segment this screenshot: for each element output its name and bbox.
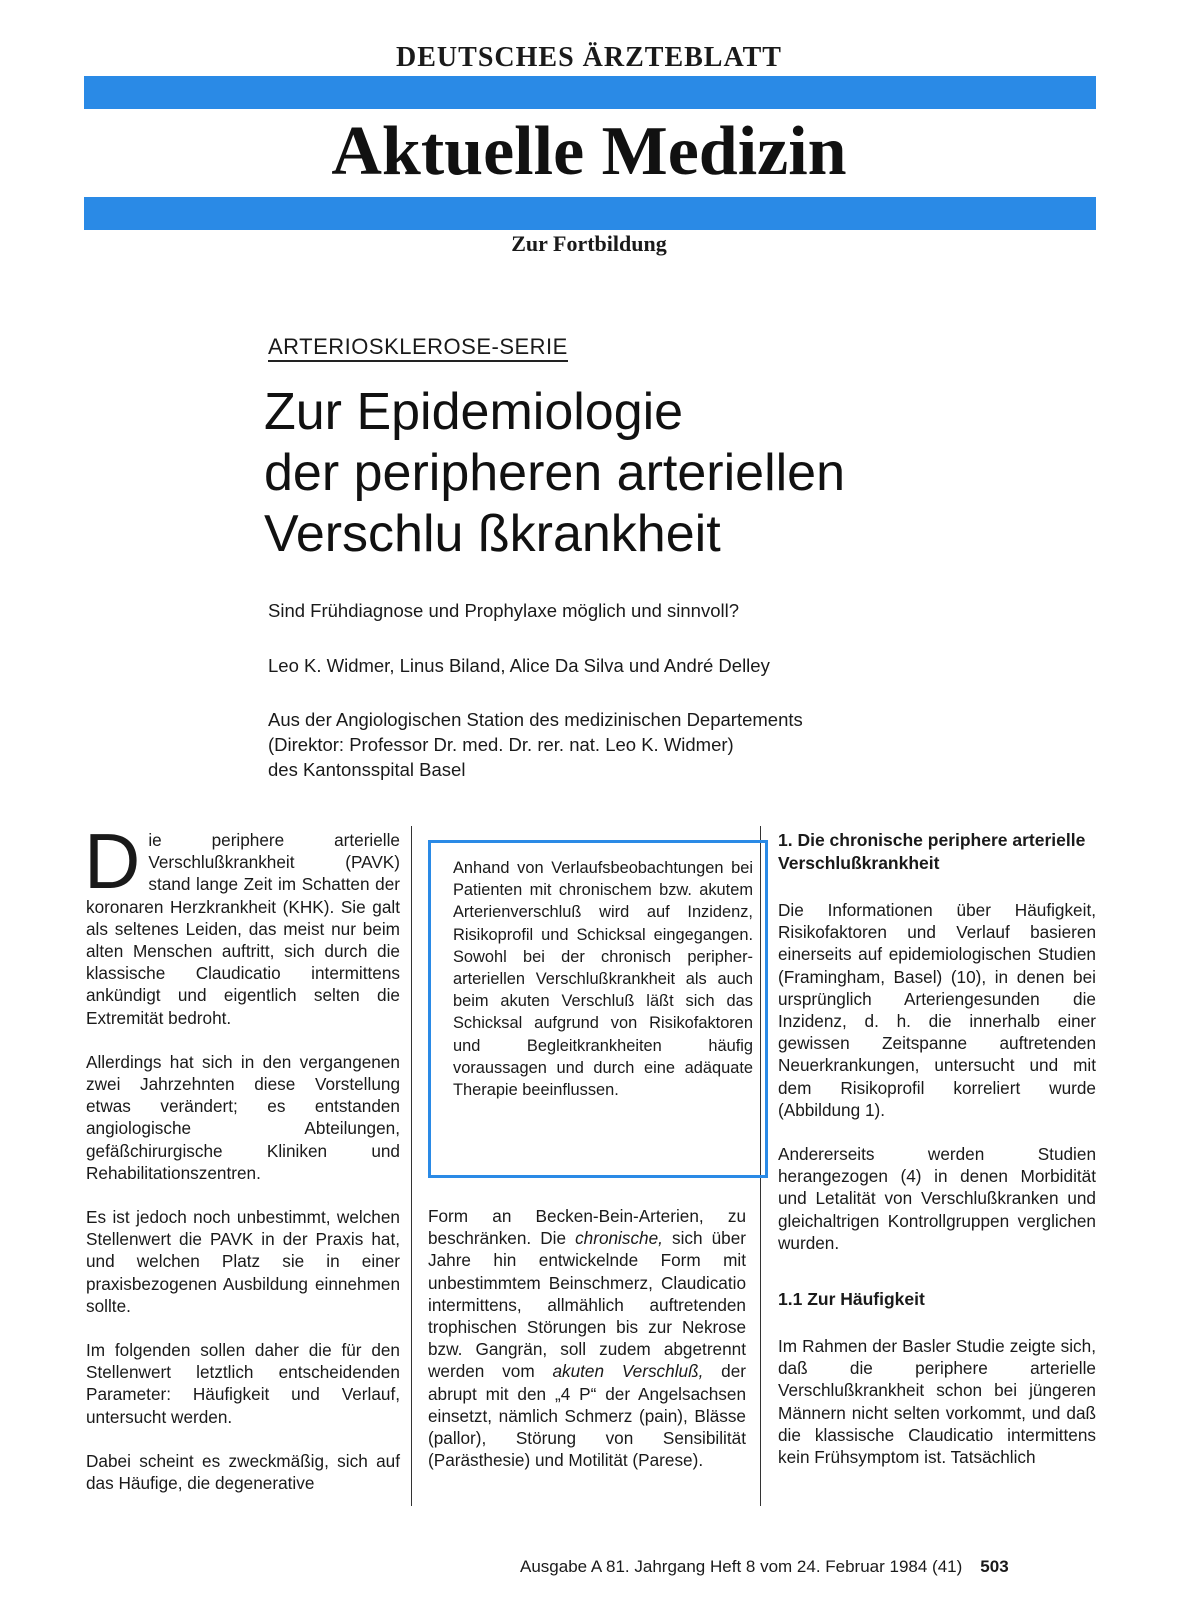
column-middle xyxy=(428,1205,746,1493)
paragraph: Im folgenden sollen daher die für den Stellenwert letztlich entscheidenden Parameter: Häufigkeit und Verlauf, untersucht werden. xyxy=(86,1340,400,1427)
abstract-box xyxy=(428,840,768,1178)
paragraph: Es ist jedoch noch unbestimmt, welchen Stellenwert die PAVK in der Praxis hat, und welchen Platz sie in einer praxisbezogenen Ausbildung einnehmen sollte. xyxy=(86,1207,400,1316)
paragraph-text: ie periphere arterielle Verschlußkrankheit (PAVK) stand lange Zeit im Schatten der koronaren Herzkrankheit (KHK). Sie galt als seltenes Leiden, das meist nur beim alten Menschen auftritt, sich durch die klassische Claudicatio intermittens ankündigt und eigentlich selten die Extremität bedroht. xyxy=(86,830,400,1028)
issue-info: Ausgabe A 81. Jahrgang Heft 8 vom 24. Februar 1984 (41) xyxy=(520,1557,963,1576)
paragraph: Allerdings hat sich in den vergangenen zwei Jahrzehnten diese Vorstellung etwas verändert; es entstanden angiologische Abteilungen, gefäßchirurgische Kliniken und Rehabilitationszentren. xyxy=(86,1051,400,1183)
paragraph xyxy=(84,817,400,1029)
article-subtitle: Sind Frühdiagnose und Prophylaxe möglich und sinnvoll? xyxy=(268,600,740,621)
column-right xyxy=(778,829,1096,1490)
series-label: ARTERIOSKLEROSE-SERIE xyxy=(268,335,568,362)
paragraph: Im Rahmen der Basler Studie zeigte sich, daß die periphere arterielle Verschlußkrankheit schon bei jüngeren Männern nicht selten vorkommt, und daß die klassische Claudicatio intermittens kein Frühsymptom ist. Tatsächlich xyxy=(778,1336,1096,1468)
emphasis: chronische, xyxy=(575,1228,663,1249)
affiliation-line: des Kantonsspital Basel xyxy=(268,759,466,780)
section-subtitle: Zur Fortbildung xyxy=(511,231,667,256)
paragraph: Die Informationen über Häufigkeit, Risikofaktoren und Verlauf basieren einerseits auf epidemiologischen Studien (Framingham, Basel) (10), in denen bei ursprünglich Arteriengesunden die Inzidenz, d. h. die innerhalb einer gewissen Zeitspanne auftretenden Neuerkrankungen, untersucht und mit dem Risikoprofil korreliert wurde (Abbildung 1). xyxy=(778,900,1096,1120)
article-title xyxy=(264,382,1024,565)
section-title: Aktuelle Medizin xyxy=(331,113,847,190)
article-title-line: Zur Epidemiologie xyxy=(264,383,684,441)
paragraph: Andererseits werden Studien herangezogen (4) in denen Morbidität und Letalität von Verschlußkranken und gleichaltrigen Kontrollgruppen verglichen wurden. xyxy=(778,1144,1096,1253)
page-number: 503 xyxy=(980,1557,1009,1576)
paragraph-text: Form an Becken-Bein-Arterien, zu beschränken. Die xyxy=(428,1206,746,1249)
masthead-band-bottom xyxy=(84,197,1096,230)
page-footer xyxy=(520,1557,1009,1577)
emphasis: akuten Verschluß, xyxy=(552,1361,704,1382)
paragraph-text: sich über Jahre hin entwickelnde Form mit unbestimmtem Beinschmerz, Claudicatio intermittens, allmählich auftretenden trophischen Störungen bis zur Nekrose bzw. Gangrän, soll zudem abgetrennt werden vom xyxy=(428,1228,746,1382)
affiliation-line: (Direktor: Professor Dr. med. Dr. rer. nat. Leo K. Widmer) xyxy=(268,734,734,755)
paragraph-text: der abrupt mit den „4 P“ der Angelsachsen einsetzt, nämlich Schmerz (pain), Blässe (pallor), Störung von Sensibilität (Parästhesie) und Motilität (Parese). xyxy=(428,1361,746,1471)
article-authors: Leo K. Widmer, Linus Biland, Alice Da Silva und André Delley xyxy=(268,655,770,676)
section-heading: 1. Die chronische periphere arterielle Verschlußkrankheit xyxy=(778,830,1086,873)
article-title-line: der peripheren arteriellen xyxy=(264,444,846,502)
subsection-heading: 1.1 Zur Häufigkeit xyxy=(778,1289,925,1310)
article-affiliation xyxy=(268,707,803,782)
paragraph: Dabei scheint es zweckmäßig, sich auf das Häufige, die degenerative xyxy=(86,1450,400,1494)
masthead-band-top xyxy=(84,76,1096,109)
affiliation-line: Aus der Angiologischen Station des medizinischen Departements xyxy=(268,709,803,730)
drop-cap: D xyxy=(84,817,141,905)
article-title-line: Verschlu ßkrankheit xyxy=(264,505,721,563)
column-left xyxy=(84,817,400,1516)
column-divider xyxy=(411,826,412,1506)
journal-name: DEUTSCHES ÄRZTEBLATT xyxy=(396,42,782,73)
abstract-text: Anhand von Verlaufsbeobachtungen bei Patienten mit chronischem bzw. akutem Arterienverschluß wird auf Inzidenz, Risikoprofil und Schicksal eingegangen. Sowohl bei der chronisch peripher-arteriellen Verschlußkrankheit als auch beim akuten Verschluß läßt sich das Schicksal aufgrund von Risikofaktoren und Begleitkrankheiten häufig voraussagen und durch eine adäquate Therapie beeinflussen. xyxy=(453,859,753,1100)
paragraph xyxy=(428,1205,746,1471)
